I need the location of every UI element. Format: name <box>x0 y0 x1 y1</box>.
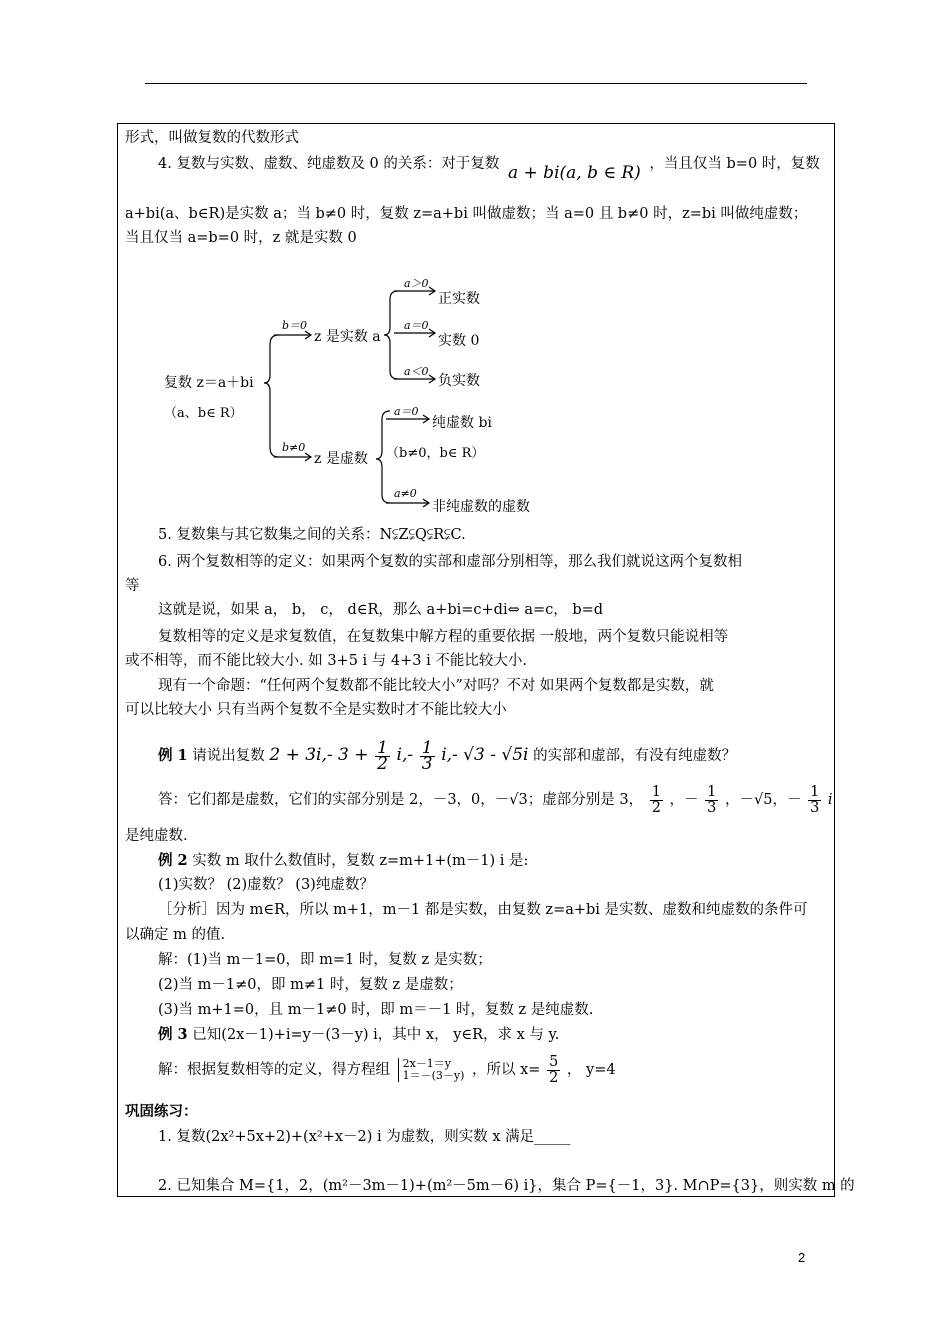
diagram-leaf: 负实数 <box>438 373 480 389</box>
complex-number-classification-diagram <box>150 275 570 520</box>
branch-condition: b≠0 <box>282 441 306 454</box>
text-line: 解：(1)当 m－1=0，即 m=1 时，复数 z 是实数； <box>158 952 492 968</box>
fraction: $\frac{1}{3}$ <box>707 783 717 816</box>
equation-system: 2x－1＝y 1＝－(3－y) <box>398 1058 465 1082</box>
text-line: 以确定 m 的值. <box>125 927 226 943</box>
practice-item: 1. 复数(2x²+5x+2)+(x²+x－2) i 为虚数，则实数 x 满足_____ <box>158 1129 571 1145</box>
text-line: a+bi(a、b∈R)是实数 a；当 b≠0 时，复数 z=a+bi 叫做虚数；当 a=0 且 b≠0 时，z=bi 叫做纯虚数； <box>125 206 808 222</box>
fraction: $\frac{1}{2}$ <box>651 783 661 816</box>
text-line: (3)当 m+1=0，且 m－1≠0 时，即 m＝－1 时，复数 z 是纯虚数. <box>158 1002 594 1018</box>
practice-item: 2. 已知集合 M={1，2，(m²－3m－1)+(m²－5m－6) i}，集合 P={－1，3}. M∩P={3}，则实数 m 的 <box>158 1178 855 1194</box>
diagram-leaf: 实数 0 <box>438 333 480 349</box>
header-rule <box>145 83 807 84</box>
branch-condition: a＜0 <box>404 365 429 378</box>
diagram-leaf: 非纯虚数的虚数 <box>432 499 530 515</box>
text-line: 当且仅当 a=b=0 时，z 就是实数 0 <box>125 230 357 246</box>
branch-condition: b＝0 <box>282 319 308 332</box>
text-line: (1)实数？ (2)虚数？ (3)纯虚数？ <box>158 877 374 893</box>
fraction: $\frac{1}{3}$ <box>810 783 820 816</box>
text-line: 4. 复数与实数、虚数、纯虚数及 0 的关系：对于复数 a + bi(a, b ∈ R) ，当且仅当 b=0 时，复数 <box>158 156 820 183</box>
example-1: 例 1 请说出复数 2 + 3i,- 3 + $\frac{1}{2}$ i,- $\frac{1}{3}$ i,- √3 - √5i 的实部和虚部，有没有纯虚数？ <box>158 737 737 774</box>
text-line: 可以比较大小 只有当两个复数不全是实数时才不能比较大小 <box>125 702 507 718</box>
fraction: $\frac{1}{2}$ <box>377 737 388 774</box>
example-3: 例 3 已知(2x－1)+i=y－(3－y) i，其中 x， y∈R，求 x 与 y. <box>158 1026 560 1043</box>
text-line: 形式，叫做复数的代数形式 <box>125 130 299 146</box>
diagram-leaf: 正实数 <box>438 291 480 307</box>
answer-1: 答：它们都是虚数，它们的实部分别是 2，－3，0，－√3；虚部分别是 3， $\frac{1}{2}$ ，－ $\frac{1}{3}$ ，－√5，－ $\frac{1}{3}$ i <box>158 783 833 816</box>
diagram-leaf-condition: （b≠0，b∈ R） <box>386 446 485 461</box>
diagram-node-imaginary: z 是虚数 <box>314 451 368 467</box>
page-number: 2 <box>798 1250 806 1265</box>
fraction: $\frac{5}{2}$ <box>549 1053 559 1086</box>
text-line: 5. 复数集与其它数集之间的关系：N⫋Z⫋Q⫋R⫋C. <box>158 527 466 543</box>
text-line: 是纯虚数. <box>125 828 188 844</box>
branch-condition: a＞0 <box>404 277 429 290</box>
text-line: 6. 两个复数相等的定义：如果两个复数的实部和虚部分别相等，那么我们就说这两个复数相 <box>158 554 742 570</box>
fraction: $\frac{1}{3}$ <box>421 737 433 774</box>
diagram-root-condition: （a、b∈ R） <box>164 406 243 421</box>
math-expression: a + bi(a, b ∈ R) <box>508 163 641 183</box>
text-line: (2)当 m－1≠0，即 m≠1 时，复数 z 是虚数； <box>158 977 463 993</box>
branch-condition: a＝0 <box>404 319 429 332</box>
text-line: ［分析］因为 m∈R，所以 m+1，m－1 都是实数，由复数 z=a+bi 是实数、虚数和纯虚数的条件可 <box>158 902 808 918</box>
diagram-leaf: 纯虚数 bi <box>432 415 492 431</box>
diagram-root: 复数 z＝a＋bi <box>164 375 254 391</box>
text-line: 等 <box>125 578 140 594</box>
text-line: 或不相等，而不能比较大小. 如 3+5 i 与 4+3 i 不能比较大小. <box>125 653 527 669</box>
example-2: 例 2 实数 m 取什么数值时，复数 z=m+1+(m－1) i 是: <box>158 852 529 869</box>
text-line: 复数相等的定义是求复数值，在复数集中解方程的重要依据 一般地，两个复数只能说相等 <box>158 629 729 645</box>
text-line: 现有一个命题：“任何两个复数都不能比较大小”对吗？不对 如果两个复数都是实数，就 <box>158 678 714 694</box>
diagram-node-real: z 是实数 a <box>314 329 381 345</box>
branch-condition: a＝0 <box>394 405 419 418</box>
practice-title: 巩固练习： <box>125 1103 198 1120</box>
solution-3: 解：根据复数相等的定义，得方程组 2x－1＝y 1＝－(3－y) ，所以 x= $\frac{5}{2}$ ， y=4 <box>158 1053 616 1086</box>
branch-condition: a≠0 <box>394 487 417 500</box>
text-line: 这就是说，如果 a， b， c， d∈R，那么 a+bi=c+di⇔ a=c， b=d <box>158 602 604 618</box>
